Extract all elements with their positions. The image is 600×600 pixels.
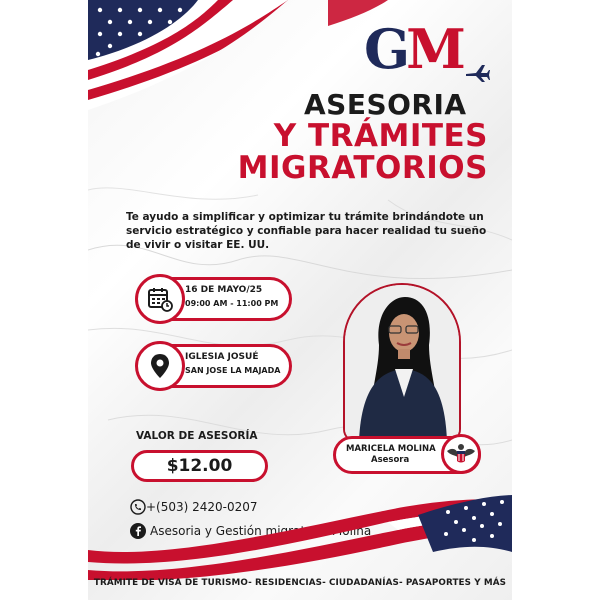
calendar-icon: [147, 286, 173, 312]
price-label: VALOR DE ASESORÍA: [136, 430, 258, 442]
logo-letter-m: M: [406, 17, 462, 81]
footer-services: TRÁMITE DE VISA DE TURISMO- RESIDENCIAS- CIUDADANÍAS- PASAPORTES Y MÁS: [93, 578, 507, 588]
event-place: IGLESIA JOSUÉ: [185, 352, 259, 362]
event-place-sub: SAN JOSE LA MAJADA: [185, 366, 281, 375]
location-icon-circle: [135, 341, 185, 391]
us-flag-bottom-right: [88, 490, 512, 580]
event-time: 09:00 AM - 11:00 PM: [185, 299, 279, 308]
title-line-3: MIGRATORIOS: [237, 150, 488, 186]
title-line-2: Y TRÁMITES: [273, 118, 488, 154]
title-line-1: ASESORIA: [304, 88, 467, 121]
price-value: $12.00: [131, 450, 268, 482]
service-description: Te ayudo a simplificar y optimizar tu trámite brindándote un servicio estratégico y confiable para hacer realidad tu sueño de vivir o visitar EE. UU.: [126, 211, 487, 251]
logo-letter-g: G: [364, 17, 407, 81]
event-date-pill: [136, 277, 292, 321]
advisor-portrait: [345, 285, 459, 441]
advisor-name: MARICELA MOLINA: [346, 444, 436, 454]
advisor-photo: [343, 283, 461, 443]
location-pin-icon: [149, 353, 171, 379]
eagle-seal-graphic: [444, 437, 478, 471]
contact-facebook: Asesoria y Gestión migratoria Molina: [150, 524, 372, 538]
gm-logo: [364, 17, 462, 81]
eagle-seal-icon: [441, 434, 481, 474]
advisor-role: Asesora: [371, 455, 410, 465]
airplane-icon: [464, 62, 490, 82]
event-place-pill: [136, 344, 292, 388]
contact-phone: +(503) 2420-0207: [146, 500, 258, 514]
calendar-icon-circle: [135, 274, 185, 324]
flyer: [88, 0, 512, 600]
event-date: 16 DE MAYO/25: [185, 285, 263, 295]
us-flag-top-left: [88, 0, 288, 115]
